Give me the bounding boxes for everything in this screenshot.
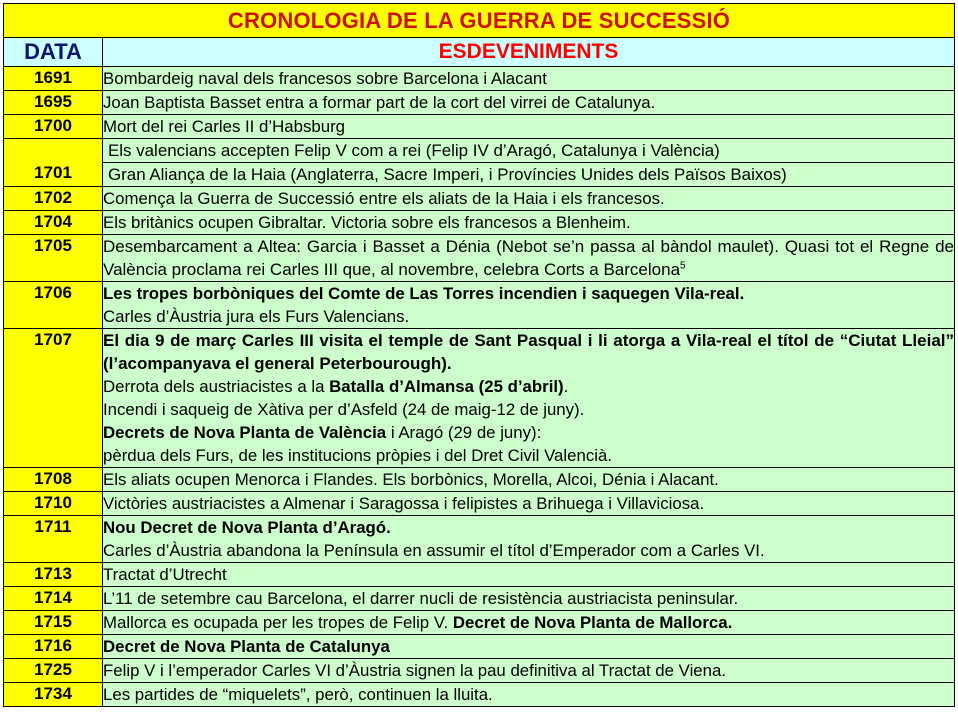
table-row (4, 516, 955, 563)
table-row (4, 587, 955, 611)
event-text-bold: Decret de Nova Planta de Mallorca. (452, 613, 733, 632)
table-row (4, 187, 955, 211)
event-text: Mallorca es ocupada per les tropes de Felip V. (103, 613, 453, 632)
event-text: Derrota dels austriacistes a la (103, 377, 330, 396)
event-text-bold: Decrets de Nova Planta de València (103, 423, 387, 442)
event-cell (103, 659, 955, 683)
title-row (4, 4, 955, 38)
event-cell (103, 187, 955, 211)
table-row (4, 635, 955, 659)
event-text-bold: El dia 9 de març Carles III visita el temple de Sant Pasqual i li atorga a Vila-real el títol de “Ciutat Lleial” (l’acompanyava el general Peterbourough). (103, 331, 955, 373)
table-row (4, 282, 955, 329)
event-text: Les partides de “miquelets”, però, continuen la lluita. (103, 685, 493, 704)
event-text: Tractat d’Utrecht (103, 565, 227, 584)
event-cell (103, 683, 955, 707)
event-text: Els valencians accepten Felip V com a rei (Felip IV d’Aragó, Catalunya i València) (108, 141, 720, 160)
event-cell (103, 468, 955, 492)
year-cell: 1734 (4, 683, 103, 707)
event-text: pèrdua dels Furs, de les institucions pròpies i del Dret Civil Valencià. (103, 446, 612, 465)
event-text: Comença la Guerra de Successió entre els aliats de la Haia i els francesos. (103, 189, 665, 208)
event-text: Carles d’Àustria jura els Furs Valencians. (103, 307, 410, 326)
year-cell: 1704 (4, 211, 103, 235)
event-text-bold: Les tropes borbòniques del Comte de Las Torres incendien i saquegen Vila-real. (103, 284, 745, 303)
event-text: Joan Baptista Basset entra a formar part de la cort del virrei de Catalunya. (103, 93, 656, 112)
year-cell: 1716 (4, 635, 103, 659)
table-row (4, 235, 955, 282)
event-cell (103, 67, 955, 91)
table-row (4, 139, 955, 187)
event-text: Els britànics ocupen Gibraltar. Victoria sobre els francesos a Blenheim. (103, 213, 631, 232)
table-row (4, 211, 955, 235)
header-row (4, 38, 955, 67)
year-cell: 1714 (4, 587, 103, 611)
table-row (4, 683, 955, 707)
year-cell: 1695 (4, 91, 103, 115)
event-text: i Aragó (29 de juny): (386, 423, 542, 442)
event-text-bold: Nou Decret de Nova Planta d’Aragó. (103, 518, 391, 537)
event-cell (103, 329, 955, 468)
event-text-bold: Batalla d’Almansa (25 d’abril) (329, 377, 564, 396)
year-cell: 1725 (4, 659, 103, 683)
table-row (4, 492, 955, 516)
event-cell (103, 611, 955, 635)
table-row (4, 563, 955, 587)
event-cell (103, 492, 955, 516)
event-cell (103, 587, 955, 611)
year-cell: 1707 (4, 329, 103, 468)
year-cell: 1705 (4, 235, 103, 282)
year-cell: 1708 (4, 468, 103, 492)
year-cell: 1702 (4, 187, 103, 211)
footnote-marker: 5 (680, 260, 686, 272)
event-text: Felip V i l’emperador Carles VI d’Àustria signen la pau definitiva al Tractat de Viena. (103, 661, 727, 680)
event-text: Gran Aliança de la Haia (Anglaterra, Sacre Imperi, i Províncies Unides dels Països Baixos) (108, 165, 787, 184)
event-text: Victòries austriacistes a Almenar i Saragossa i felipistes a Brihuega i Villaviciosa. (103, 494, 705, 513)
events-column-header: ESDEVENIMENTS (103, 38, 955, 67)
event-text-bold: Decret de Nova Planta de Catalunya (103, 637, 390, 656)
event-text: Carles d’Àustria abandona la Península en assumir el títol d’Emperador com a Carles VI. (103, 541, 765, 560)
event-text: L’11 de setembre cau Barcelona, el darrer nucli de resistència austriacista peninsular. (103, 589, 739, 608)
table-row (4, 468, 955, 492)
table-row (4, 67, 955, 91)
year-cell: 1710 (4, 492, 103, 516)
chronology-table (3, 3, 955, 707)
event-text: Desembarcament a Altea: Garcia i Basset a Dénia (Nebot se’n passa al bàndol maulet). Quasi tot el Regne de València proclama rei Carles III que, al novembre, celebra Corts a Barcelona (103, 237, 955, 279)
year-cell: 1711 (4, 516, 103, 563)
year-cell: 1691 (4, 67, 103, 91)
event-cell (103, 211, 955, 235)
year-cell: 1700 (4, 115, 103, 139)
year-cell: 1701 (4, 139, 103, 187)
event-cell (103, 115, 955, 139)
event-cell (103, 563, 955, 587)
event-cell (103, 91, 955, 115)
chronology-document (3, 3, 954, 707)
year-cell: 1715 (4, 611, 103, 635)
year-cell: 1713 (4, 563, 103, 587)
table-row (4, 115, 955, 139)
table-row (4, 91, 955, 115)
event-text: Bombardeig naval dels francesos sobre Barcelona i Alacant (103, 69, 547, 88)
table-title: CRONOLOGIA DE LA GUERRA DE SUCCESSIÓ (4, 4, 955, 38)
table-row (4, 659, 955, 683)
event-cell (103, 139, 955, 187)
event-text: . (563, 377, 569, 396)
event-cell (103, 282, 955, 329)
event-text: Incendi i saqueig de Xàtiva per d’Asfeld (24 de maig-12 de juny). (103, 400, 585, 419)
event-cell (103, 516, 955, 563)
table-row (4, 329, 955, 468)
event-cell (103, 635, 955, 659)
year-cell: 1706 (4, 282, 103, 329)
event-text: Mort del rei Carles II d’Habsburg (103, 117, 346, 136)
table-row (4, 611, 955, 635)
date-column-header: DATA (4, 38, 103, 67)
event-text: Els aliats ocupen Menorca i Flandes. Els borbònics, Morella, Alcoi, Dénia i Alacant. (103, 470, 719, 489)
event-cell (103, 235, 955, 282)
